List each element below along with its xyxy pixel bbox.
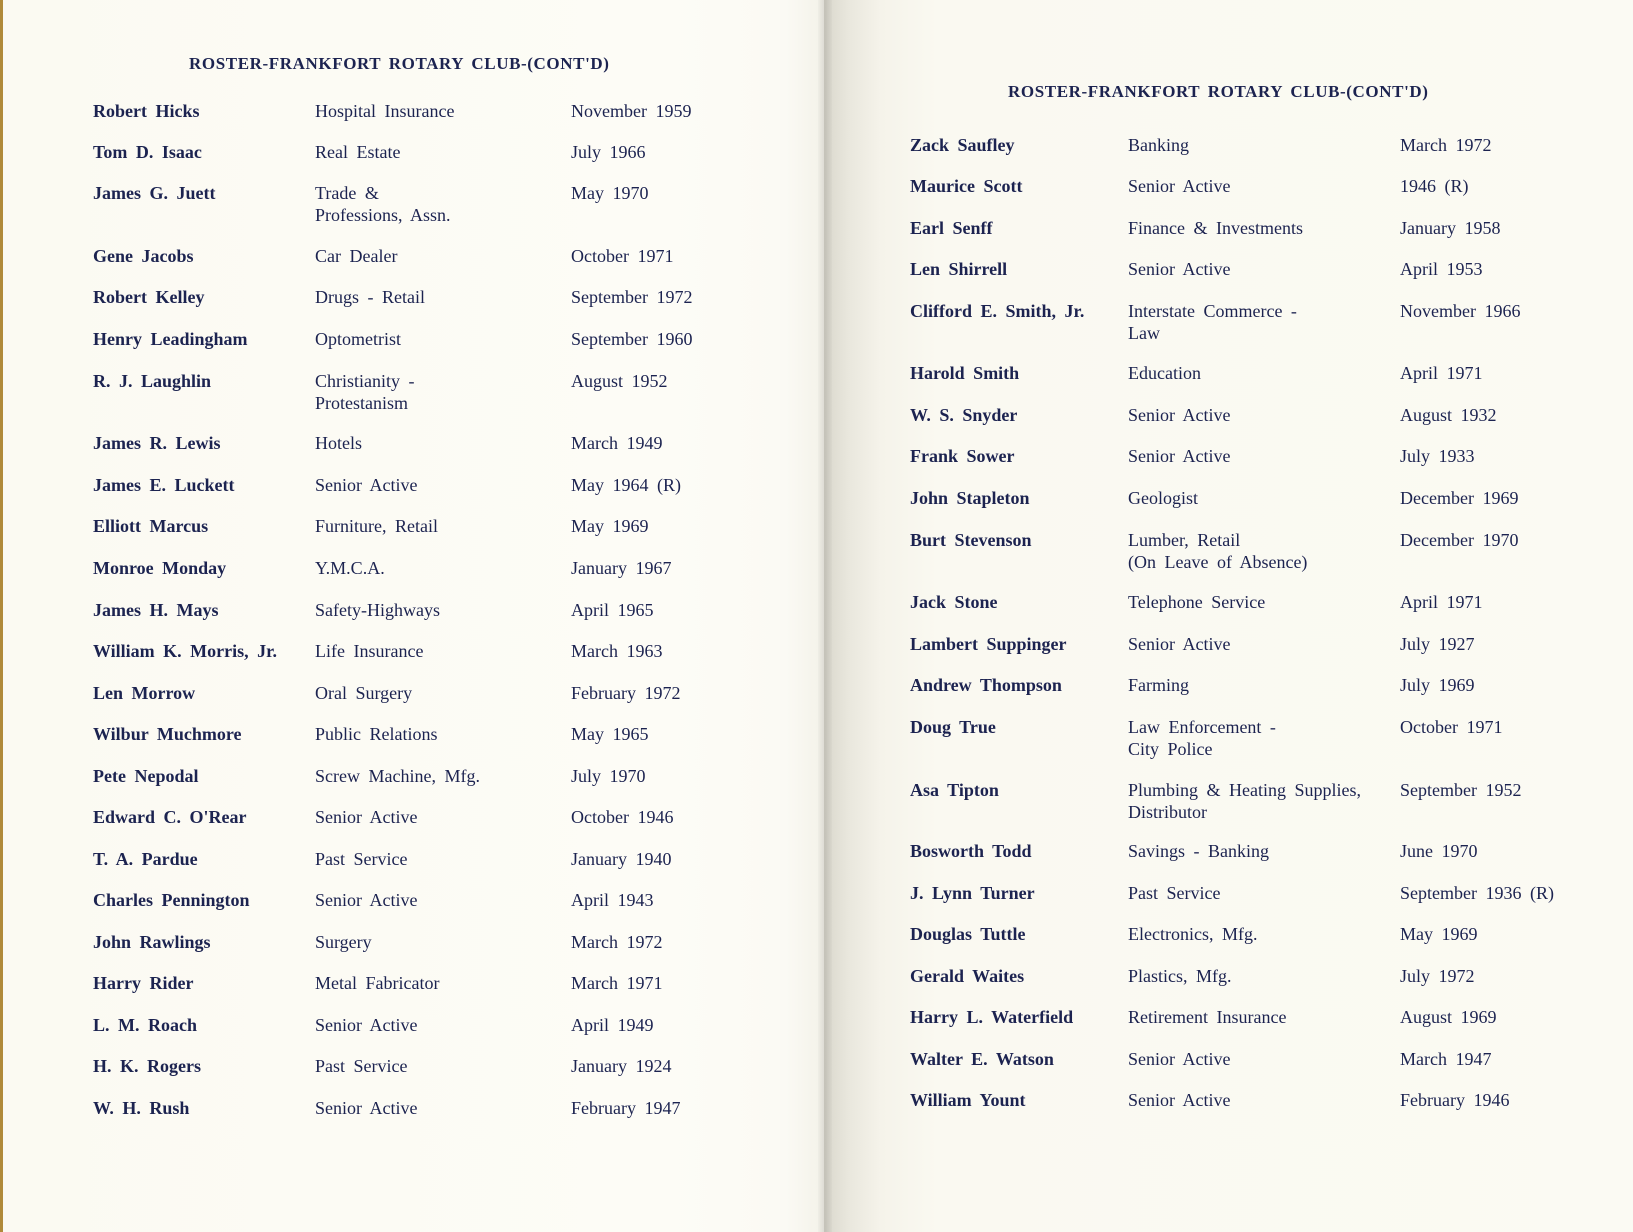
member-since-date: October 1946 [571, 807, 674, 827]
member-name: Len Morrow [93, 683, 196, 703]
member-classification [1128, 882, 1220, 904]
member-name: Zack Saufley [910, 135, 1015, 155]
member-name: James H. Mays [93, 600, 219, 620]
classification-line: Senior Active [1128, 259, 1231, 279]
member-since-date: May 1970 [571, 183, 649, 203]
book-gutter [818, 0, 832, 1232]
member-classification [315, 1055, 407, 1077]
member-classification [315, 515, 438, 537]
member-since-date: October 1971 [571, 246, 674, 266]
classification-line: Christianity - [315, 371, 415, 391]
member-name: Pete Nepodal [93, 766, 199, 786]
right-page [824, 0, 1633, 1232]
member-since-date: January 1924 [571, 1056, 672, 1076]
member-since-date: August 1969 [1400, 1007, 1497, 1027]
member-classification [315, 889, 417, 911]
member-since-date: January 1958 [1400, 218, 1501, 238]
member-name: T. A. Pardue [93, 849, 198, 869]
member-classification [315, 557, 385, 579]
member-since-date: February 1947 [571, 1098, 681, 1118]
classification-line: Senior Active [1128, 405, 1231, 425]
classification-line: Life Insurance [315, 641, 424, 661]
member-since-date: March 1947 [1400, 1049, 1492, 1069]
member-since-date: September 1936 (R) [1400, 883, 1554, 903]
member-name: Lambert Suppinger [910, 634, 1067, 654]
member-name: Wilbur Muchmore [93, 724, 242, 744]
member-classification [315, 972, 439, 994]
member-name: John Rawlings [93, 932, 211, 952]
classification-line: Trade & [315, 183, 379, 203]
member-classification [1128, 633, 1230, 655]
member-name: Walter E. Watson [910, 1049, 1054, 1069]
member-since-date: March 1963 [571, 641, 663, 661]
page-title: ROSTER-FRANKFORT ROTARY CLUB-(CONT'D) [189, 54, 610, 73]
member-name: Tom D. Isaac [93, 142, 202, 162]
member-name: Frank Sower [910, 446, 1015, 466]
member-classification [1128, 1089, 1230, 1111]
classification-line: Oral Surgery [315, 683, 413, 703]
member-classification [315, 848, 407, 870]
member-since-date: May 1965 [571, 724, 649, 744]
classification-line: Law Enforcement - [1128, 717, 1276, 737]
member-since-date: June 1970 [1400, 841, 1478, 861]
member-classification [1128, 404, 1230, 426]
member-since-date: September 1952 [1400, 780, 1522, 800]
member-name: Charles Pennington [93, 890, 250, 910]
member-since-date: March 1971 [571, 973, 663, 993]
member-name: Jack Stone [910, 592, 998, 612]
classification-line: Senior Active [315, 1098, 418, 1118]
classification-line: Telephone Service [1128, 592, 1266, 612]
member-name: William K. Morris, Jr. [93, 641, 277, 661]
member-since-date: January 1940 [571, 849, 672, 869]
classification-line: Hospital Insurance [315, 101, 455, 121]
member-classification [1128, 362, 1201, 384]
classification-line: Drugs - Retail [315, 287, 425, 307]
classification-line: Safety-Highways [315, 600, 440, 620]
classification-line: Senior Active [315, 807, 418, 827]
member-since-date: April 1965 [571, 600, 654, 620]
member-classification [1128, 674, 1189, 696]
classification-line: Distributor [1128, 802, 1207, 822]
member-since-date: May 1969 [1400, 924, 1478, 944]
classification-line: Past Service [1128, 883, 1221, 903]
member-classification [315, 1014, 417, 1036]
member-classification [315, 286, 425, 308]
member-classification [315, 931, 372, 953]
member-classification [1128, 529, 1307, 573]
member-since-date: July 1966 [571, 142, 646, 162]
classification-line: Savings - Banking [1128, 841, 1269, 861]
member-since-date: July 1933 [1400, 446, 1475, 466]
classification-line: Surgery [315, 932, 372, 952]
member-since-date: August 1952 [571, 371, 668, 391]
classification-line: Interstate Commerce - [1128, 301, 1297, 321]
member-since-date: April 1949 [571, 1015, 654, 1035]
member-classification [1128, 840, 1269, 862]
classification-line: Senior Active [1128, 634, 1231, 654]
member-since-date: March 1949 [571, 433, 663, 453]
member-classification [315, 806, 417, 828]
member-since-date: July 1927 [1400, 634, 1475, 654]
member-name: James E. Luckett [93, 475, 235, 495]
member-name: J. Lynn Turner [910, 883, 1035, 903]
member-since-date: July 1970 [571, 766, 646, 786]
classification-line: (On Leave of Absence) [1128, 552, 1308, 572]
classification-line: Lumber, Retail [1128, 530, 1241, 550]
member-classification [315, 682, 412, 704]
member-name: W. H. Rush [93, 1098, 190, 1118]
member-since-date: May 1969 [571, 516, 649, 536]
member-since-date: December 1970 [1400, 530, 1519, 550]
member-classification [1128, 175, 1230, 197]
member-classification [315, 599, 440, 621]
classification-line: Senior Active [315, 1015, 418, 1035]
classification-line: Senior Active [1128, 176, 1231, 196]
classification-line: Senior Active [1128, 446, 1231, 466]
member-since-date: July 1972 [1400, 966, 1475, 986]
member-name: Doug True [910, 717, 996, 737]
member-since-date: March 1972 [1400, 135, 1492, 155]
member-classification [1128, 923, 1257, 945]
classification-line: Past Service [315, 849, 408, 869]
member-since-date: 1946 (R) [1400, 176, 1469, 196]
classification-line: Banking [1128, 135, 1189, 155]
classification-line: Y.M.C.A. [315, 558, 385, 578]
member-since-date: February 1946 [1400, 1090, 1510, 1110]
member-classification [315, 765, 480, 787]
member-since-date: March 1972 [571, 932, 663, 952]
member-classification [315, 182, 451, 226]
member-since-date: December 1969 [1400, 488, 1519, 508]
member-name: James R. Lewis [93, 433, 221, 453]
member-name: Robert Kelley [93, 287, 205, 307]
member-name: H. K. Rogers [93, 1056, 201, 1076]
member-name: L. M. Roach [93, 1015, 197, 1035]
member-classification [315, 1097, 417, 1119]
classification-line: Optometrist [315, 329, 401, 349]
member-classification [315, 328, 401, 350]
member-classification [315, 432, 362, 454]
member-classification [315, 723, 438, 745]
member-classification [1128, 445, 1230, 467]
member-name: R. J. Laughlin [93, 371, 212, 391]
member-since-date: April 1953 [1400, 259, 1483, 279]
classification-line: Senior Active [315, 475, 418, 495]
member-since-date: January 1967 [571, 558, 672, 578]
member-name: Henry Leadingham [93, 329, 248, 349]
member-name: Len Shirrell [910, 259, 1008, 279]
member-name: Maurice Scott [910, 176, 1023, 196]
member-name: Gerald Waites [910, 966, 1025, 986]
member-classification [1128, 134, 1189, 156]
classification-line: Plastics, Mfg. [1128, 966, 1232, 986]
member-classification [1128, 300, 1297, 344]
member-name: Burt Stevenson [910, 530, 1032, 550]
member-classification [1128, 591, 1265, 613]
member-name: Harry Rider [93, 973, 194, 993]
member-classification [315, 100, 454, 122]
member-name: Edward C. O'Rear [93, 807, 247, 827]
member-classification [315, 370, 415, 414]
classification-line: Senior Active [1128, 1090, 1231, 1110]
classification-line: Hotels [315, 433, 362, 453]
member-name: Elliott Marcus [93, 516, 209, 536]
member-classification [1128, 1048, 1230, 1070]
member-classification [315, 640, 423, 662]
classification-line: Professions, Assn. [315, 205, 451, 225]
page-title: ROSTER-FRANKFORT ROTARY CLUB-(CONT'D) [1008, 82, 1429, 101]
member-since-date: April 1971 [1400, 592, 1483, 612]
member-name: William Yount [910, 1090, 1026, 1110]
member-name: Earl Senff [910, 218, 993, 238]
member-since-date: September 1972 [571, 287, 693, 307]
classification-line: Screw Machine, Mfg. [315, 766, 480, 786]
member-classification [1128, 487, 1198, 509]
classification-line: Electronics, Mfg. [1128, 924, 1258, 944]
classification-line: Retirement Insurance [1128, 1007, 1287, 1027]
member-since-date: April 1943 [571, 890, 654, 910]
member-name: Bosworth Todd [910, 841, 1032, 861]
classification-line: Past Service [315, 1056, 408, 1076]
member-since-date: October 1971 [1400, 717, 1503, 737]
member-name: Harold Smith [910, 363, 1020, 383]
member-name: Harry L. Waterfield [910, 1007, 1074, 1027]
member-name: Gene Jacobs [93, 246, 194, 266]
member-classification [1128, 965, 1232, 987]
member-name: W. S. Snyder [910, 405, 1018, 425]
classification-line: Metal Fabricator [315, 973, 440, 993]
member-since-date: November 1959 [571, 101, 692, 121]
member-name: Douglas Tuttle [910, 924, 1026, 944]
member-since-date: May 1964 (R) [571, 475, 681, 495]
member-since-date: September 1960 [571, 329, 693, 349]
member-since-date: February 1972 [571, 683, 681, 703]
classification-line: Furniture, Retail [315, 516, 438, 536]
member-classification [1128, 217, 1303, 239]
member-classification [315, 474, 417, 496]
member-since-date: April 1971 [1400, 363, 1483, 383]
member-since-date: November 1966 [1400, 301, 1521, 321]
member-name: Clifford E. Smith, Jr. [910, 301, 1085, 321]
member-classification [1128, 258, 1230, 280]
classification-line: Plumbing & Heating Supplies, [1128, 780, 1362, 800]
classification-line: Geologist [1128, 488, 1198, 508]
member-name: Robert Hicks [93, 101, 200, 121]
classification-line: Finance & Investments [1128, 218, 1303, 238]
classification-line: City Police [1128, 739, 1213, 759]
member-name: Asa Tipton [910, 780, 999, 800]
member-classification [315, 245, 397, 267]
member-name: James G. Juett [93, 183, 216, 203]
classification-line: Law [1128, 323, 1160, 343]
member-classification [1128, 716, 1276, 760]
classification-line: Senior Active [1128, 1049, 1231, 1069]
member-classification [1128, 1006, 1286, 1028]
member-classification [315, 141, 400, 163]
classification-line: Education [1128, 363, 1201, 383]
member-classification [1128, 779, 1361, 823]
classification-line: Car Dealer [315, 246, 398, 266]
classification-line: Real Estate [315, 142, 401, 162]
classification-line: Senior Active [315, 890, 418, 910]
member-name: Monroe Monday [93, 558, 227, 578]
classification-line: Protestanism [315, 393, 408, 413]
member-since-date: July 1969 [1400, 675, 1475, 695]
member-name: Andrew Thompson [910, 675, 1062, 695]
classification-line: Public Relations [315, 724, 438, 744]
classification-line: Farming [1128, 675, 1189, 695]
member-since-date: August 1932 [1400, 405, 1497, 425]
member-name: John Stapleton [910, 488, 1030, 508]
